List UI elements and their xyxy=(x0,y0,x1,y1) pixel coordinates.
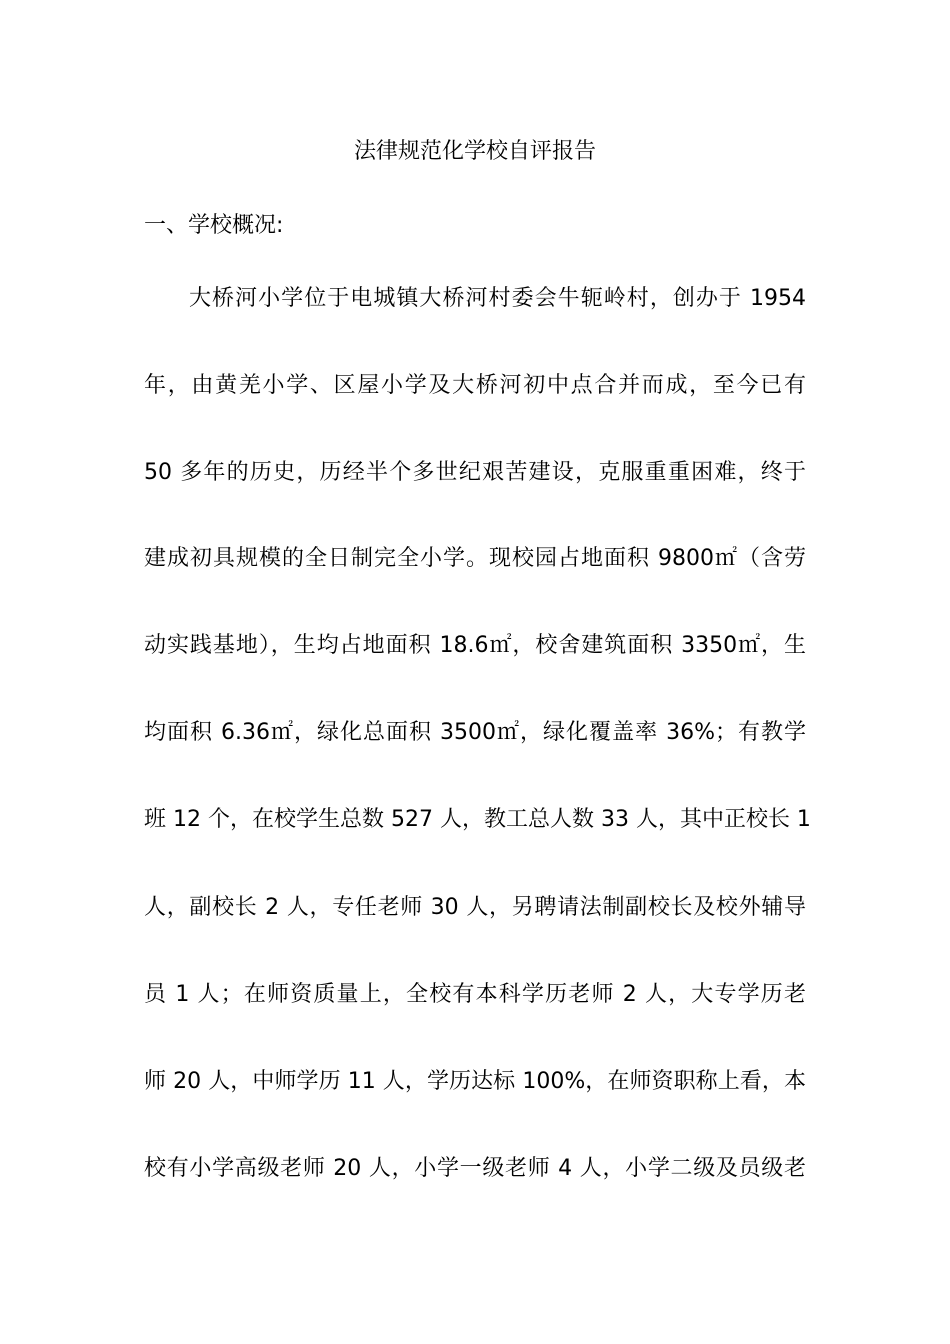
paragraph-line: 大桥河小学位于电城镇大桥河村委会牛轭岭村，创办于 1954 xyxy=(189,286,806,311)
paragraph-line: 建成初具规模的全日制完全小学。现校园占地面积 9800㎡（含劳 xyxy=(144,546,806,571)
paragraph-line: 班 12 个，在校学生总数 527 人，教工总人数 33 人，其中正校长 1 xyxy=(144,807,811,832)
paragraph-line: 师 20 人，中师学历 11 人，学历达标 100%，在师资职称上看，本 xyxy=(144,1069,806,1094)
paragraph-line: 校有小学高级老师 20 人，小学一级老师 4 人，小学二级及员级老 xyxy=(144,1156,806,1181)
paragraph-line: 50 多年的历史，历经半个多世纪艰苦建设，克服重重困难，终于 xyxy=(144,460,806,485)
paragraph-line: 动实践基地），生均占地面积 18.6㎡，校舍建筑面积 3350㎡，生 xyxy=(144,633,806,658)
paragraph-line: 均面积 6.36㎡，绿化总面积 3500㎡，绿化覆盖率 36%；有教学 xyxy=(144,720,806,745)
paragraph-line: 年，由黄羌小学、区屋小学及大桥河初中点合并而成，至今已有 xyxy=(144,373,806,398)
section-heading: 一、学校概况: xyxy=(144,213,284,238)
paragraph-line: 员 1 人；在师资质量上，全校有本科学历老师 2 人，大专学历老 xyxy=(144,982,806,1007)
paragraph-line: 人，副校长 2 人，专任老师 30 人，另聘请法制副校长及校外辅导 xyxy=(144,895,806,920)
document-title: 法律规范化学校自评报告 xyxy=(353,139,596,164)
